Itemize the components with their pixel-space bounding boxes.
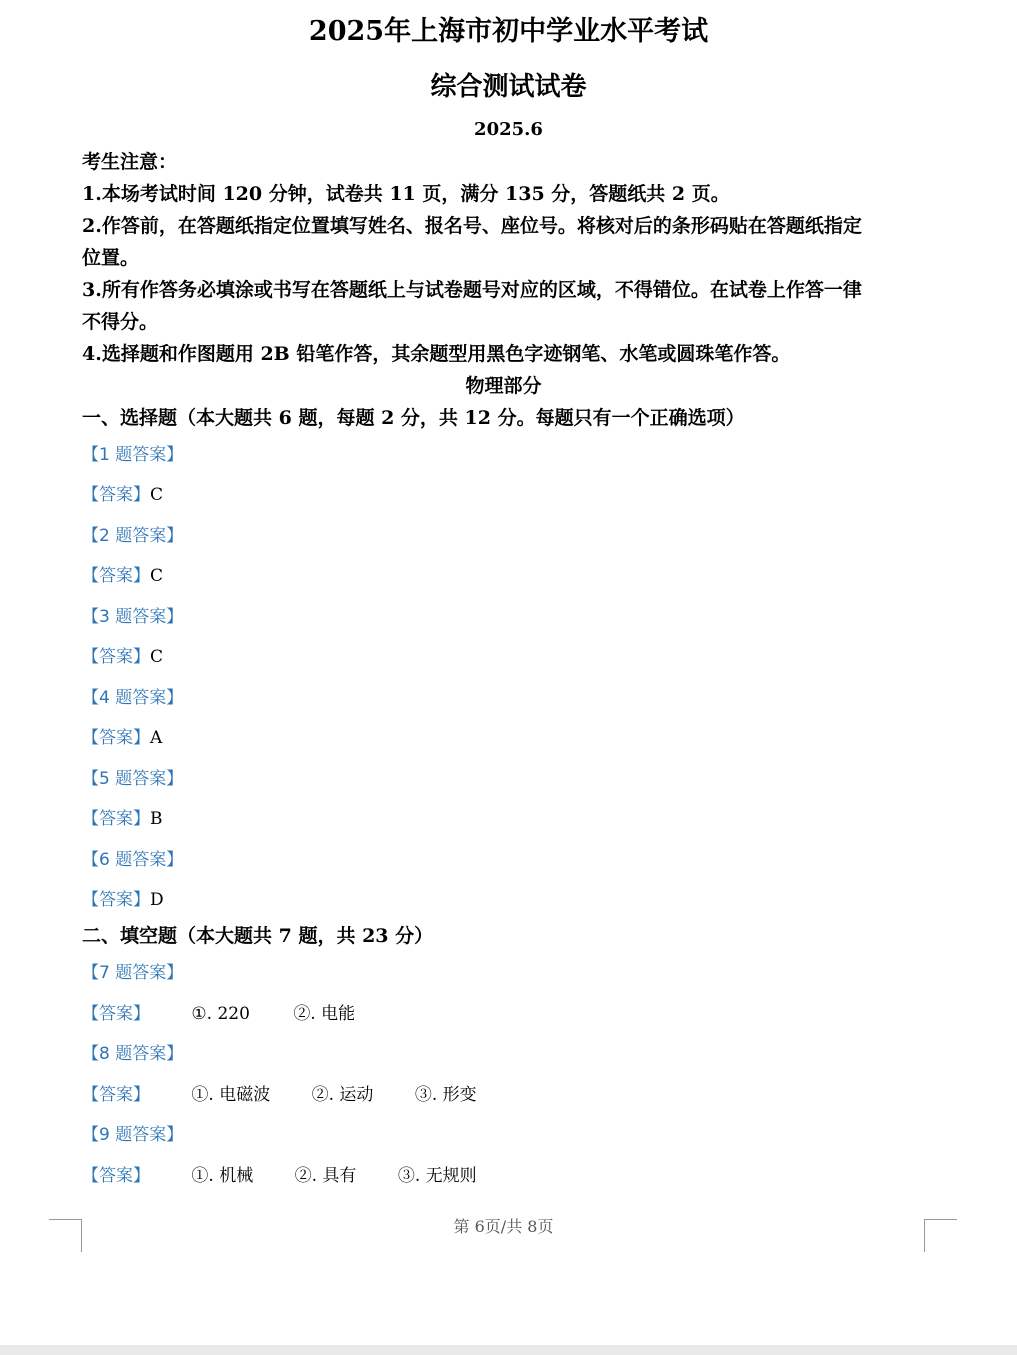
- answer-line: 【答案】C: [82, 566, 164, 586]
- question-label: 【6 题答案】: [82, 850, 184, 870]
- answer-line: 【答案】 ①. 机械 ②. 具有 ③. 无规则: [82, 1166, 477, 1186]
- question-label: 【8 题答案】: [82, 1044, 184, 1064]
- question-label: 【4 题答案】: [82, 688, 184, 708]
- notice-line: 2.作答前，在答题纸指定位置填写姓名、报名号、座位号。将核对后的条形码贴在答题纸指定: [82, 215, 862, 237]
- question-label: 【9 题答案】: [82, 1125, 184, 1145]
- notice-heading: 考生注意：: [82, 151, 178, 173]
- viewer-background: [0, 1345, 1017, 1355]
- page-number: 第 6页/共 8页: [453, 1217, 554, 1236]
- question-label: 【2 题答案】: [82, 526, 184, 546]
- exam-title: 2025年上海市初中学业水平考试: [308, 16, 709, 47]
- blank-answer: ②. 具有: [294, 1166, 357, 1186]
- blank-answer: ①. 电磁波: [191, 1085, 271, 1105]
- notice-line: 位置。: [82, 247, 140, 269]
- blank-answer: ③. 形变: [414, 1085, 477, 1105]
- notice-line: 3.所有作答务必填涂或书写在答题纸上与试卷题号对应的区域，不得错位。在试卷上作答一律: [82, 279, 862, 301]
- blank-answer: ③. 无规则: [397, 1166, 477, 1186]
- exam-date: 2025.6: [474, 119, 543, 140]
- answer-line: 【答案】D: [82, 890, 164, 910]
- question-label: 【5 题答案】: [82, 769, 184, 789]
- blank-answer: ①. 220: [191, 1004, 250, 1024]
- answer-line: 【答案】B: [82, 809, 163, 829]
- blank-answer: ②. 运动: [311, 1085, 374, 1105]
- notice-line: 4.选择题和作图题用 2B 铅笔作答，其余题型用黑色字迹钢笔、水笔或圆珠笔作答。: [82, 343, 791, 365]
- notice-line: 1.本场考试时间 120 分钟，试卷共 11 页，满分 135 分，答题纸共 2 页。: [82, 183, 730, 205]
- notice-line: 不得分。: [82, 311, 159, 333]
- blank-answer: ②. 电能: [293, 1004, 356, 1024]
- question-label: 【7 题答案】: [82, 963, 184, 983]
- answer-line: 【答案】A: [82, 728, 163, 748]
- answer-line: 【答案】 ①. 电磁波 ②. 运动 ③. 形变: [82, 1085, 477, 1105]
- question-label: 【1 题答案】: [82, 445, 184, 465]
- section-title: 二、填空题（本大题共 7 题，共 23 分）: [82, 925, 434, 947]
- part-title: 物理部分: [465, 375, 542, 397]
- answer-line: 【答案】C: [82, 647, 164, 667]
- answer-line: 【答案】 ①. 220 ②. 电能: [82, 1004, 356, 1024]
- answer-line: 【答案】C: [82, 485, 164, 505]
- question-label: 【3 题答案】: [82, 607, 184, 627]
- section-title: 一、选择题（本大题共 6 题，每题 2 分，共 12 分。每题只有一个正确选项）: [82, 407, 745, 429]
- blank-answer: ①. 机械: [191, 1166, 254, 1186]
- exam-subtitle: 综合测试试卷: [430, 72, 587, 102]
